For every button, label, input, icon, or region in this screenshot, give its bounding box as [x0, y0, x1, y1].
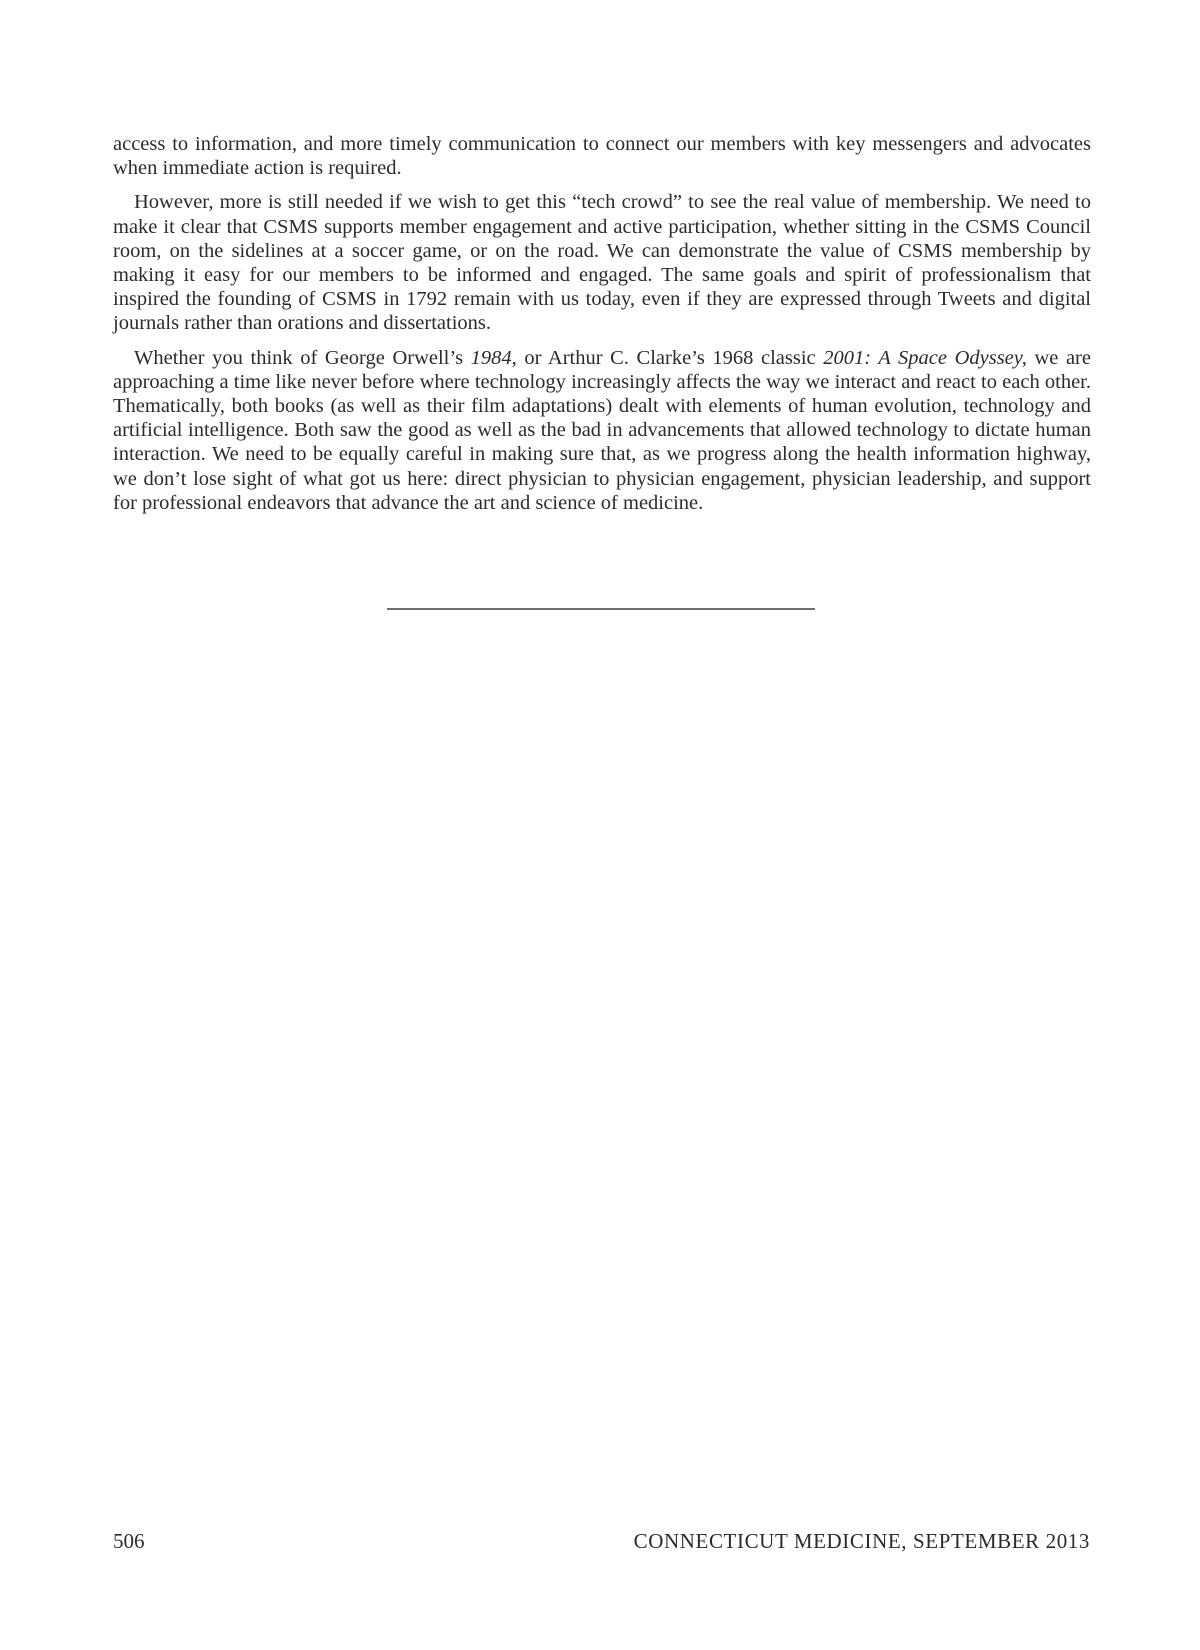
book-title-space-odyssey: 2001: A Space Odyssey, — [823, 346, 1027, 369]
section-end-rule — [387, 608, 815, 610]
page-number: 506 — [113, 1529, 145, 1553]
running-head: CONNECTICUT MEDICINE, SEPTEMBER 2013 — [633, 1529, 1090, 1553]
paragraph-segment: Whether you think of George Orwell’s — [134, 346, 471, 369]
paragraph-segment: we are approaching a time like never before where technology increasingly affects the way we interact and react to each other. Thematically, both books (as well as their film adaptations) dealt with elements of human evolution, technology and artificial intelligence. Both saw the good as well as the bad in advancements that allowed technology to dictate human interaction. We need to be equally careful in making sure that, as we progress along the health information highway, we don’t lose sight of what got us here: direct physician to physician engagement, physician leadership, and support for professional endeavors that advance the art and science of medicine. — [113, 346, 1091, 514]
paragraph-tech-crowd: However, more is still needed if we wish to get this “tech crowd” to see the real value of membership. We need to make it clear that CSMS supports member engagement and active participation, whether sitting in the CSMS Council room, on the sidelines at a soccer game, or on the road. We can demonstrate the value of CSMS membership by making it easy for our members to be informed and engaged. The same goals and spirit of professionalism that inspired the founding of CSMS in 1792 remain with us today, even if they are expressed through Tweets and digital journals rather than orations and dissertations. — [113, 191, 1091, 335]
paragraph-continued: access to information, and more timely communication to connect our members with key messengers and advocates when immediate action is required. — [113, 133, 1091, 180]
paragraph-orwell-clarke — [113, 346, 1091, 515]
book-title-1984: 1984 — [470, 346, 512, 369]
paragraph-segment: , or Arthur C. Clarke’s 1968 classic — [511, 346, 824, 369]
article-body — [113, 132, 1091, 525]
